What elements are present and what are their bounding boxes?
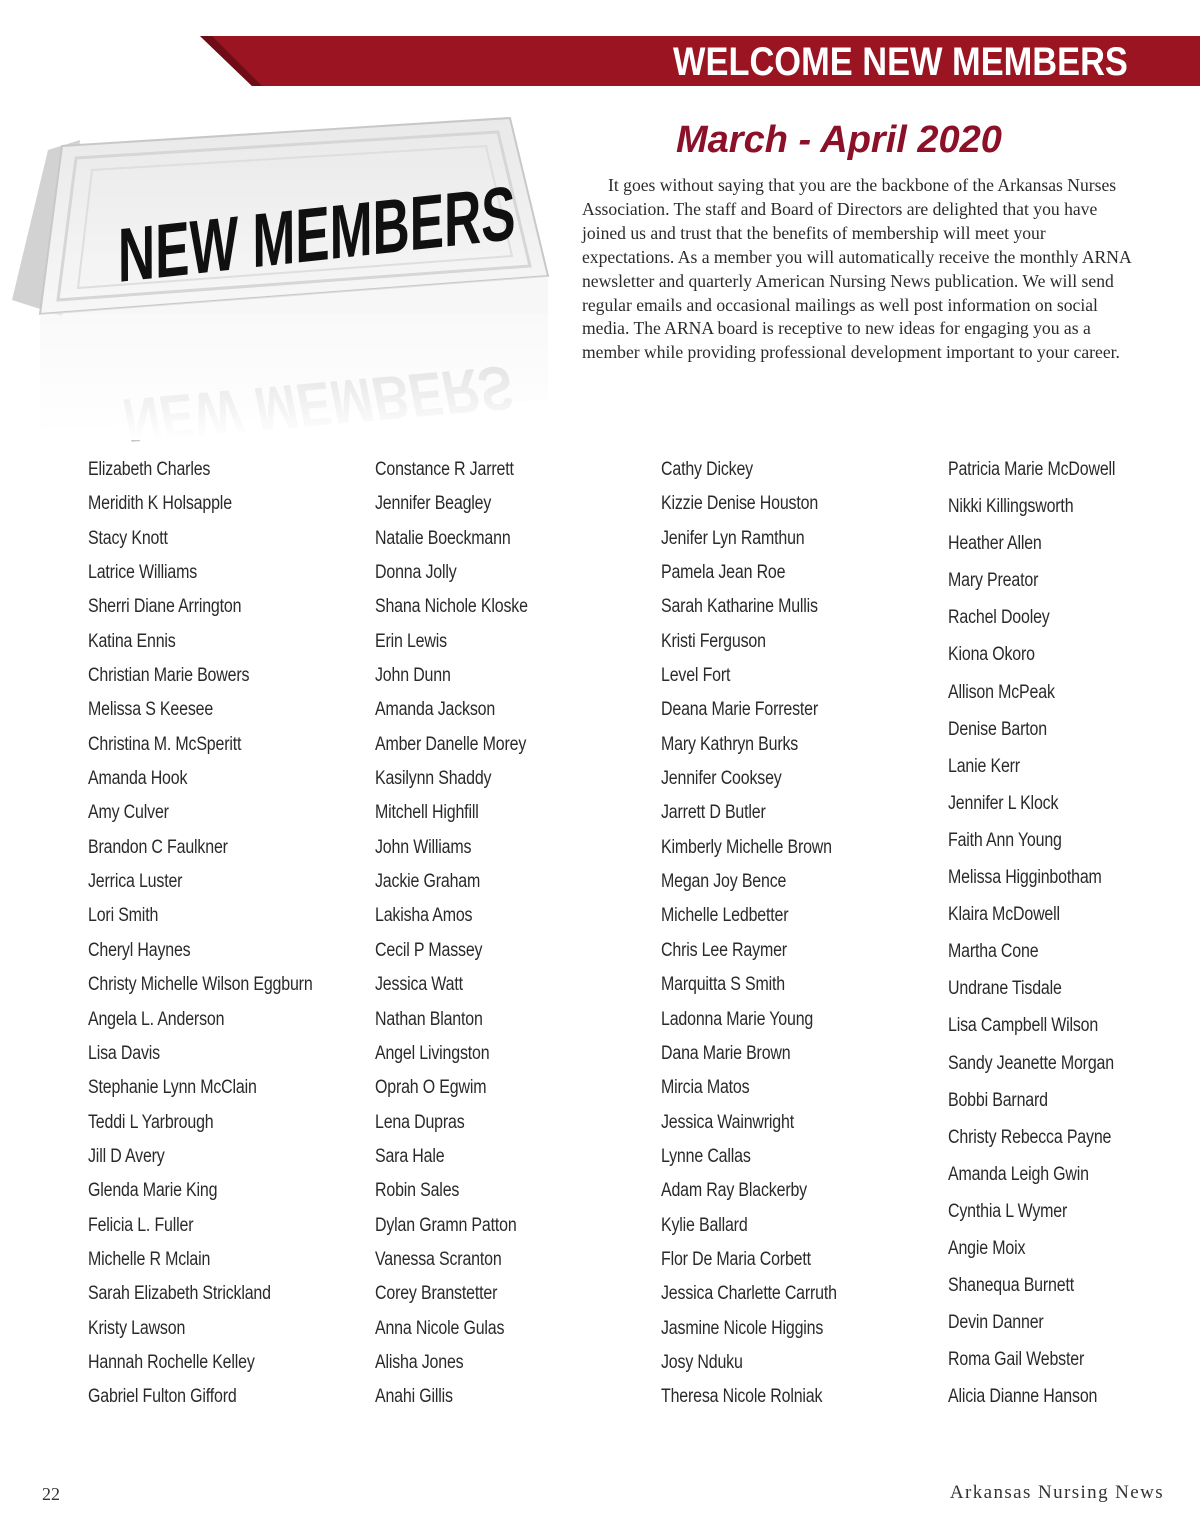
member-name: Cynthia L Wymer bbox=[948, 1200, 1068, 1222]
member-name: Adam Ray Blackerby bbox=[661, 1180, 808, 1202]
member-name: Sherri Diane Arrington bbox=[88, 596, 242, 618]
member-name: Christina M. McSperitt bbox=[88, 733, 242, 755]
member-name: Anahi Gillis bbox=[375, 1386, 453, 1408]
member-name: Jill D Avery bbox=[88, 1145, 165, 1167]
member-name: Angel Livingston bbox=[375, 1042, 490, 1064]
member-name: Jerrica Luster bbox=[88, 871, 183, 893]
member-name: Dana Marie Brown bbox=[661, 1042, 791, 1064]
member-name: Cathy Dickey bbox=[661, 459, 754, 480]
member-name: Lynne Callas bbox=[661, 1145, 751, 1167]
member-name: Mitchell Highfill bbox=[375, 802, 479, 824]
intro-paragraph: It goes without saying that you are the backbone of the Arkansas Nurses Association. The staff and Board of Directors are delighted that you have joined us and trust that the benefits of membership will meet your expectations. As a member you will automatically receive the monthly ARNA newsletter and quarterly American Nursing News publication. We will send regular emails and occasional mailings as well post information on social media. The ARNA board is receptive to new ideas for engaging you as a member while providing professional development important to your career. bbox=[582, 175, 1131, 363]
member-name: Jasmine Nicole Higgins bbox=[661, 1317, 824, 1339]
member-name: Hannah Rochelle Kelley bbox=[88, 1351, 255, 1373]
member-name: Mircia Matos bbox=[661, 1077, 750, 1099]
new-members-sign-graphic bbox=[0, 100, 702, 440]
member-name: Jennifer L Klock bbox=[948, 792, 1059, 814]
header-banner bbox=[0, 36, 1200, 86]
member-name: Glenda Marie King bbox=[88, 1180, 218, 1202]
member-name: Patricia Marie McDowell bbox=[948, 459, 1116, 480]
member-name: Nikki Killingsworth bbox=[948, 496, 1074, 518]
member-name: Michelle R Mclain bbox=[88, 1248, 211, 1270]
member-name: Josy Nduku bbox=[661, 1351, 743, 1373]
member-column-3 bbox=[661, 456, 870, 1418]
page-title: WELCOME NEW MEMBERS bbox=[673, 40, 1128, 84]
member-name: Dylan Gramn Patton bbox=[375, 1214, 517, 1236]
member-name: Oprah O Egwim bbox=[375, 1077, 487, 1099]
member-name: Pamela Jean Roe bbox=[661, 562, 786, 584]
member-name: Mary Preator bbox=[948, 570, 1039, 592]
member-name: Denise Barton bbox=[948, 718, 1047, 740]
member-name: Flor De Maria Corbett bbox=[661, 1248, 811, 1270]
member-name: Elizabeth Charles bbox=[88, 459, 211, 480]
member-name: Marquitta S Smith bbox=[661, 974, 785, 996]
member-name: Faith Ann Young bbox=[948, 829, 1062, 851]
member-name: Melissa Higginbotham bbox=[948, 867, 1102, 889]
member-name: Kylie Ballard bbox=[661, 1214, 748, 1236]
member-name: Michelle Ledbetter bbox=[661, 905, 789, 927]
member-name: Lori Smith bbox=[88, 905, 159, 927]
member-name: Bobbi Barnard bbox=[948, 1089, 1048, 1111]
member-name: Christian Marie Bowers bbox=[88, 665, 250, 687]
member-name: Kizzie Denise Houston bbox=[661, 493, 819, 515]
member-name: Jessica Wainwright bbox=[661, 1111, 794, 1133]
member-name: Jenifer Lyn Ramthun bbox=[661, 527, 805, 549]
member-name: Amy Culver bbox=[88, 802, 169, 824]
member-name: Devin Danner bbox=[948, 1312, 1044, 1334]
publication-name: Arkansas Nursing News bbox=[949, 1482, 1164, 1503]
member-name: Christy Rebecca Payne bbox=[948, 1126, 1112, 1148]
member-name: John Williams bbox=[375, 836, 472, 858]
member-name: Amber Danelle Morey bbox=[375, 733, 527, 755]
member-name: Sandy Jeanette Morgan bbox=[948, 1052, 1114, 1074]
member-name: Amanda Leigh Gwin bbox=[948, 1163, 1089, 1185]
member-name: Kasilynn Shaddy bbox=[375, 768, 492, 790]
member-name: Anna Nicole Gulas bbox=[375, 1317, 505, 1339]
member-name: Heather Allen bbox=[948, 533, 1042, 555]
member-name: Stacy Knott bbox=[88, 527, 168, 549]
member-name: Angie Moix bbox=[948, 1237, 1026, 1259]
member-column-1 bbox=[88, 456, 355, 1418]
member-list bbox=[0, 456, 1200, 1426]
member-name: Vanessa Scranton bbox=[375, 1248, 502, 1270]
member-name: Allison McPeak bbox=[948, 681, 1055, 703]
member-name: Melissa S Keesee bbox=[88, 699, 214, 721]
member-name: Jessica Charlette Carruth bbox=[661, 1283, 837, 1305]
member-name: Roma Gail Webster bbox=[948, 1349, 1085, 1371]
member-name: Rachel Dooley bbox=[948, 607, 1050, 629]
member-name: Constance R Jarrett bbox=[375, 459, 514, 480]
member-name: Erin Lewis bbox=[375, 630, 447, 652]
member-name: Klaira McDowell bbox=[948, 904, 1060, 926]
member-name: Undrane Tisdale bbox=[948, 978, 1062, 1000]
member-name: Kristi Ferguson bbox=[661, 630, 766, 652]
member-name: Megan Joy Bence bbox=[661, 871, 787, 893]
member-name: Jennifer Cooksey bbox=[661, 768, 782, 790]
member-name: Kiona Okoro bbox=[948, 644, 1035, 666]
member-name: Corey Branstetter bbox=[375, 1283, 498, 1305]
member-name: Nathan Blanton bbox=[375, 1008, 483, 1030]
member-name: Jessica Watt bbox=[375, 974, 463, 996]
member-name: Christy Michelle Wilson Eggburn bbox=[88, 974, 313, 996]
member-name: Cheryl Haynes bbox=[88, 939, 191, 961]
member-name: Meridith K Holsapple bbox=[88, 493, 232, 515]
member-name: Mary Kathryn Burks bbox=[661, 733, 799, 755]
member-name: Lisa Campbell Wilson bbox=[948, 1015, 1099, 1037]
member-name: Donna Jolly bbox=[375, 562, 457, 584]
member-name: Jackie Graham bbox=[375, 871, 481, 893]
member-name: Lena Dupras bbox=[375, 1111, 465, 1133]
member-name: Level Fort bbox=[661, 665, 731, 687]
member-name: Lanie Kerr bbox=[948, 755, 1020, 777]
member-name: Brandon C Faulkner bbox=[88, 836, 228, 858]
member-name: Kristy Lawson bbox=[88, 1317, 186, 1339]
member-name: Lisa Davis bbox=[88, 1042, 160, 1064]
member-name: Felicia L. Fuller bbox=[88, 1214, 194, 1236]
member-name: Martha Cone bbox=[948, 941, 1039, 963]
member-name: Sarah Katharine Mullis bbox=[661, 596, 818, 618]
member-name: Stephanie Lynn McClain bbox=[88, 1077, 257, 1099]
member-name: Latrice Williams bbox=[88, 562, 198, 584]
member-name: Lakisha Amos bbox=[375, 905, 473, 927]
member-name: Katina Ennis bbox=[88, 630, 176, 652]
member-column-4 bbox=[948, 456, 1147, 1420]
member-name: Ladonna Marie Young bbox=[661, 1008, 814, 1030]
member-name: Gabriel Fulton Gifford bbox=[88, 1386, 237, 1408]
member-name: Kimberly Michelle Brown bbox=[661, 836, 832, 858]
member-name: Alisha Jones bbox=[375, 1351, 464, 1373]
member-name: Alicia Dianne Hanson bbox=[948, 1386, 1098, 1408]
member-name: Cecil P Massey bbox=[375, 939, 483, 961]
member-column-2 bbox=[375, 456, 557, 1418]
member-name: Jarrett D Butler bbox=[661, 802, 766, 824]
member-name: Angela L. Anderson bbox=[88, 1008, 225, 1030]
member-name: Sara Hale bbox=[375, 1145, 445, 1167]
member-name: Robin Sales bbox=[375, 1180, 460, 1202]
issue-date: March - April 2020 bbox=[676, 119, 1002, 161]
member-name: Amanda Hook bbox=[88, 768, 188, 790]
member-name: Teddi L Yarbrough bbox=[88, 1111, 214, 1133]
sign-text: NEW MEMBERS bbox=[117, 150, 702, 300]
member-name: Chris Lee Raymer bbox=[661, 939, 787, 961]
member-name: John Dunn bbox=[375, 665, 451, 687]
member-name: Amanda Jackson bbox=[375, 699, 496, 721]
member-name: Deana Marie Forrester bbox=[661, 699, 819, 721]
member-name: Shana Nichole Kloske bbox=[375, 596, 528, 618]
member-name: Theresa Nicole Rolniak bbox=[661, 1386, 823, 1408]
member-name: Natalie Boeckmann bbox=[375, 527, 511, 549]
member-name: Shanequa Burnett bbox=[948, 1275, 1074, 1297]
member-name: Sarah Elizabeth Strickland bbox=[88, 1283, 271, 1305]
page-number: 22 bbox=[42, 1484, 60, 1504]
member-name: Jennifer Beagley bbox=[375, 493, 492, 515]
